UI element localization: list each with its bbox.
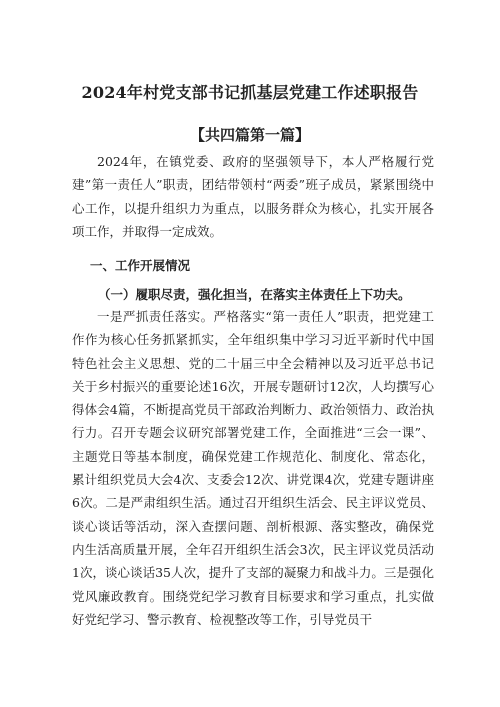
- sub-heading: （一）履职尽责，强化担当，在落实主体责任上下功夫。: [98, 287, 411, 302]
- document-title: 2024年村党支部书记抓基层党建工作述职报告: [81, 83, 419, 102]
- body-paragraph: 一是严抓责任落实。严格落实“第一责任人”职责，把党建工作作为核心任务抓紧抓实，全年组织集中学习习近平新时代中国特色社会主义思想、党的二十届三中全会精神以及习近平总书记关于乡村振兴的重要论述16次，开展专题研讨12次，人均撰写心得体会4篇，不断提高党员干部政治判断力、政治领悟力、政治执行力。召开专题会议研究部署党建工作，全面推进“三会一课”、主题党日等基本制度，确保党建工作规范化、制度化、常态化，累计组织党员大会4次、支委会12次、讲党课4次，党建专题讲座6次。二是严肃组织生活。通过召开组织生活会、民主评议党员、谈心谈话等活动，深入查摆问题、剖析根源、落实整改，确保党内生活高质量开展，全年召开组织生活会3次，民主评议党员活动1次，谈心谈话35人次，提升了支部的凝聚力和战斗力。三是强化党风廉政教育。围绕党纪学习教育目标要求和学习重点，扎实做好党纪学习、警示教育、检视整改等工作，引导党员干: [72, 309, 434, 627]
- intro-paragraph: 2024年，在镇党委、政府的坚强领导下，本人严格履行党建”第一责任人”职责，团结带领村“两委”班子成员，紧紧围绕中心工作，以提升组织力为重点，以服务群众为核心，扎实开展各项工作，并取得一定成效。: [72, 154, 434, 239]
- document-subtitle: 【共四篇第一篇】: [189, 126, 310, 144]
- section-heading: 一、工作开展情况: [90, 258, 191, 273]
